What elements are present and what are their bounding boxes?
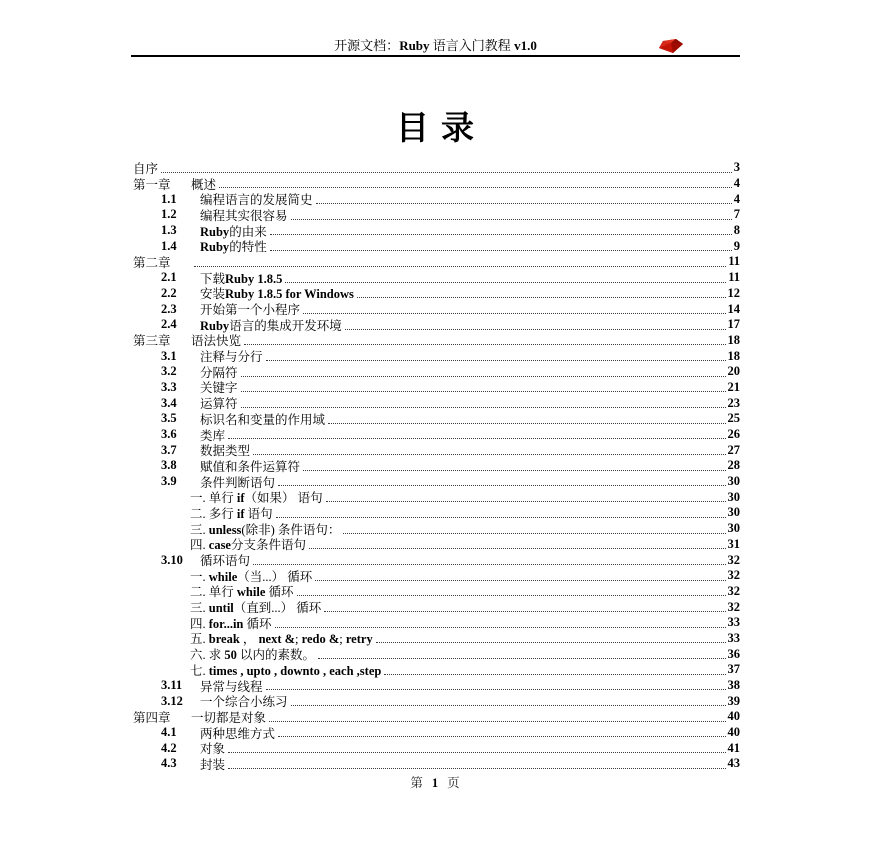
- toc-entry-label: 六. 求 50 以内的素数。: [190, 648, 316, 663]
- toc-entry-page: 27: [727, 442, 740, 457]
- toc-entry-page: 30: [727, 505, 740, 520]
- toc-leader-dots: [216, 176, 734, 192]
- toc-entry-page: 32: [727, 599, 740, 614]
- toc-leader-dots: [238, 364, 728, 380]
- toc-leader-dots: [225, 427, 727, 443]
- toc-entry-number: 第二章: [133, 255, 171, 270]
- toc-entry-page: 30: [727, 474, 740, 489]
- toc-entry-number: 第三章: [133, 334, 171, 349]
- toc-entry-label: 一切都是对象: [191, 710, 267, 725]
- toc-entry-label: 封装: [200, 757, 226, 772]
- toc-entry[interactable]: [133, 395, 740, 411]
- toc-entry-label: 七. times , upto , downto , each ,step: [190, 663, 382, 678]
- toc-entry[interactable]: [133, 552, 740, 568]
- toc-entry-page: 37: [727, 662, 740, 677]
- toc-leader-dots: [294, 584, 728, 600]
- toc-entry-label: 一. 单行 if（如果） 语句: [190, 491, 323, 506]
- toc-entry-page: 43: [727, 756, 740, 771]
- toc-entry-label: 注释与分行: [200, 350, 263, 365]
- toc-entry-label: 标识名和变量的作用域: [200, 412, 326, 427]
- toc-entry[interactable]: [133, 270, 740, 286]
- toc-entry[interactable]: [133, 725, 740, 741]
- toc-leader-dots: [158, 160, 734, 176]
- toc-entry-page: 23: [727, 395, 740, 410]
- toc-entry[interactable]: [133, 442, 740, 458]
- toc-entry[interactable]: [133, 317, 740, 333]
- toc-entry-page: 36: [727, 646, 740, 661]
- toc-leader-dots: [300, 301, 727, 317]
- toc-entry-label: 分隔符: [200, 365, 238, 380]
- toc-entry-label: 循环语句: [200, 554, 251, 569]
- toc-leader-dots: [263, 348, 728, 364]
- toc-entry-label: 开始第一个小程序: [200, 303, 301, 318]
- toc-entry-page: 33: [727, 630, 740, 645]
- toc-entry[interactable]: [133, 348, 740, 364]
- toc-leader-dots: [340, 521, 727, 537]
- toc-entry[interactable]: [133, 191, 740, 207]
- toc-leader-dots: [272, 615, 728, 631]
- toc-entry-number: 3.8: [161, 458, 177, 473]
- toc-leader-dots: [288, 693, 728, 709]
- toc-entry-number: 4.2: [161, 740, 177, 755]
- toc-leader-dots: [312, 568, 727, 584]
- toc-entry[interactable]: [133, 756, 740, 772]
- toc-entry-label: 关键字: [200, 381, 238, 396]
- toc-entry-page: 28: [727, 458, 740, 473]
- toc-entry-number: 3.6: [161, 427, 177, 442]
- toc-entry-page: 12: [727, 285, 740, 300]
- toc-entry-label: 五. break ， next &; redo &; retry: [190, 632, 373, 647]
- footer-prefix: 第: [410, 776, 423, 790]
- toc-leader-dots: [275, 725, 727, 741]
- toc-entry[interactable]: [133, 286, 740, 302]
- toc-leader-dots: [354, 286, 728, 302]
- toc-entry-label: Ruby语言的集成开发环境: [200, 318, 342, 333]
- toc-entry[interactable]: [133, 709, 740, 725]
- toc-entry-page: 11: [728, 270, 740, 285]
- toc-entry-label: 二. 单行 while 循环: [190, 585, 294, 600]
- toc-leader-dots: [323, 489, 728, 505]
- toc-leader-dots: [266, 709, 727, 725]
- toc-entry-page: 3: [733, 160, 740, 175]
- toc-leader-dots: [250, 442, 727, 458]
- toc-entry-label: 概述: [191, 177, 217, 192]
- toc-entry-number: 2.3: [161, 301, 177, 316]
- toc-leader-dots: [225, 756, 727, 772]
- toc-entry-page: 8: [733, 223, 740, 238]
- toc-entry[interactable]: [133, 223, 740, 239]
- toc-entry-number: 3.3: [161, 379, 177, 394]
- toc-entry[interactable]: [133, 505, 740, 521]
- toc-leader-dots: [288, 207, 734, 223]
- toc-entry-page: 30: [727, 489, 740, 504]
- toc-leader-dots: [267, 223, 734, 239]
- toc-leader-dots: [275, 474, 727, 490]
- toc-entry-page: 14: [727, 301, 740, 316]
- toc-entry-label: 下载Ruby 1.8.5: [200, 271, 283, 286]
- toc-entry-page: 40: [727, 709, 740, 724]
- toc-entry-label: 编程语言的发展简史: [200, 193, 313, 208]
- toc-entry-label: 数据类型: [200, 444, 251, 459]
- toc-entry-page: 21: [727, 379, 740, 394]
- toc-entry-label: 类库: [200, 428, 226, 443]
- toc-entry[interactable]: [133, 474, 740, 490]
- toc-leader-dots: [315, 646, 727, 662]
- toc-entry-number: 3.4: [161, 395, 177, 410]
- toc-entry-number: 3.7: [161, 442, 177, 457]
- toc-entry[interactable]: [133, 584, 740, 600]
- toc-entry-label: 一. while（当...） 循环: [190, 569, 313, 584]
- toc-entry[interactable]: [133, 364, 740, 380]
- toc-entry-label: 自序: [133, 161, 159, 176]
- toc-entry-page: 39: [727, 693, 740, 708]
- toc-entry-number: 1.1: [161, 191, 177, 206]
- toc-leader-dots: [373, 631, 728, 647]
- toc-leader-dots: [238, 395, 728, 411]
- toc-leader-dots: [325, 411, 727, 427]
- toc-entry-number: 2.4: [161, 317, 177, 332]
- toc-leader-dots: [250, 552, 727, 568]
- toc-leader-dots: [241, 333, 727, 349]
- toc-entry-number: 3.5: [161, 411, 177, 426]
- toc-entry-number: 4.1: [161, 725, 177, 740]
- toc-entry[interactable]: [133, 521, 740, 537]
- toc-entry-page: 17: [727, 317, 740, 332]
- toc-entry-page: 7: [733, 207, 740, 222]
- toc-leader-dots: [267, 238, 734, 254]
- toc-leader-dots: [300, 458, 727, 474]
- ruby-gem-icon: [658, 38, 684, 54]
- toc-entry-number: 3.9: [161, 474, 177, 489]
- toc-entry-label: 四. for...in 循环: [190, 616, 272, 631]
- toc-entry-label: 编程其实很容易: [200, 208, 288, 223]
- toc-entry[interactable]: [133, 458, 740, 474]
- toc-entry-number: 1.4: [161, 238, 177, 253]
- toc-entry-label: 异常与线程: [200, 679, 263, 694]
- toc-leader-dots: [282, 270, 728, 286]
- toc-entry[interactable]: [133, 678, 740, 694]
- footer-suffix: 页: [447, 776, 460, 790]
- toc-entry-page: 31: [727, 536, 740, 551]
- toc-entry[interactable]: [133, 207, 740, 223]
- toc-entry-label: Ruby的由来: [200, 224, 267, 239]
- toc-entry-number: 3.11: [161, 678, 183, 693]
- toc-entry[interactable]: [133, 427, 740, 443]
- toc-entry-page: 33: [727, 615, 740, 630]
- toc-entry-number: 4.3: [161, 756, 177, 771]
- toc-entry[interactable]: [133, 238, 740, 254]
- toc-entry-label: 三. until（直到...） 循环: [190, 601, 322, 616]
- toc-entry-number: 1.2: [161, 207, 177, 222]
- toc-entry-label: 两种思维方式: [200, 726, 276, 741]
- toc-entry[interactable]: [133, 615, 740, 631]
- toc-entry[interactable]: [133, 301, 740, 317]
- toc-entry[interactable]: [133, 537, 740, 553]
- toc-leader-dots: [306, 537, 728, 553]
- toc-entry-label: 条件判断语句: [200, 475, 276, 490]
- toc-leader-dots: [263, 678, 728, 694]
- toc-entry[interactable]: [133, 568, 740, 584]
- toc-entry-page: 26: [727, 427, 740, 442]
- toc-entry-label: 安装Ruby 1.8.5 for Windows: [200, 287, 354, 302]
- footer-page-number: 1: [431, 776, 439, 790]
- toc-entry[interactable]: [133, 254, 740, 270]
- toc-leader-dots: [191, 254, 728, 270]
- toc-entry[interactable]: [133, 740, 740, 756]
- toc-entry-page: 18: [727, 332, 740, 347]
- toc-entry-number: 2.1: [161, 270, 177, 285]
- toc-entry-page: 41: [727, 740, 740, 755]
- page-footer: [0, 773, 870, 791]
- toc-entry-page: 30: [727, 521, 740, 536]
- toc-entry-page: 32: [727, 568, 740, 583]
- toc-entry-label: 对象: [200, 742, 226, 757]
- toc-entry-label: 运算符: [200, 397, 238, 412]
- toc-entry-page: 9: [733, 238, 740, 253]
- toc-entry-number: 1.3: [161, 223, 177, 238]
- toc-leader-dots: [225, 740, 727, 756]
- toc-entry-number: 3.12: [161, 693, 183, 708]
- toc-entry[interactable]: [133, 333, 740, 349]
- toc-entry[interactable]: [133, 646, 740, 662]
- toc-entry-page: 4: [733, 191, 740, 206]
- toc-entry-number: 3.1: [161, 348, 177, 363]
- toc-title: 目录: [396, 111, 486, 147]
- toc-leader-dots: [321, 599, 727, 615]
- toc-entry[interactable]: [133, 380, 740, 396]
- toc-entry-number: 第一章: [133, 177, 171, 192]
- toc-leader-dots: [313, 191, 734, 207]
- toc-entry-page: 32: [727, 552, 740, 567]
- toc-entry-number: 3.10: [161, 552, 183, 567]
- toc-entry-label: 二. 多行 if 语句: [190, 506, 273, 521]
- toc-leader-dots: [273, 505, 728, 521]
- toc-entry-number: 2.2: [161, 285, 177, 300]
- toc-entry-page: 18: [727, 348, 740, 363]
- toc-entry-page: 40: [727, 725, 740, 740]
- toc-entry-label: 四. case分支条件语句: [190, 538, 306, 553]
- page-header: [131, 37, 740, 57]
- toc-leader-dots: [238, 380, 728, 396]
- toc-list: [133, 160, 740, 772]
- toc-entry[interactable]: [133, 489, 740, 505]
- toc-entry-page: 4: [733, 176, 740, 191]
- toc-entry-label: Ruby的特性: [200, 240, 267, 255]
- toc-entry-label: 赋值和条件运算符: [200, 459, 301, 474]
- toc-entry-page: 20: [727, 364, 740, 379]
- toc-entry-number: 3.2: [161, 364, 177, 379]
- toc-entry-number: 第四章: [133, 710, 171, 725]
- toc-entry[interactable]: [133, 693, 740, 709]
- toc-entry-label: 一个综合小练习: [200, 695, 288, 710]
- toc-entry-label: 语法快览: [191, 334, 242, 349]
- toc-leader-dots: [342, 317, 728, 333]
- toc-entry[interactable]: [133, 176, 740, 192]
- toc-entry[interactable]: [133, 411, 740, 427]
- toc-entry-page: 32: [727, 583, 740, 598]
- toc-entry[interactable]: [133, 599, 740, 615]
- toc-entry[interactable]: [133, 631, 740, 647]
- toc-leader-dots: [381, 662, 727, 678]
- toc-entry-label: 三. unless(除非) 条件语句：: [190, 522, 341, 537]
- toc-entry[interactable]: [133, 160, 740, 176]
- toc-entry[interactable]: [133, 662, 740, 678]
- toc-entry-page: 25: [727, 411, 740, 426]
- toc-entry-page: 11: [728, 254, 740, 269]
- toc-entry-page: 38: [727, 678, 740, 693]
- header-doc-title: 开源文档：Ruby 语言入门教程 v1.0: [334, 38, 537, 53]
